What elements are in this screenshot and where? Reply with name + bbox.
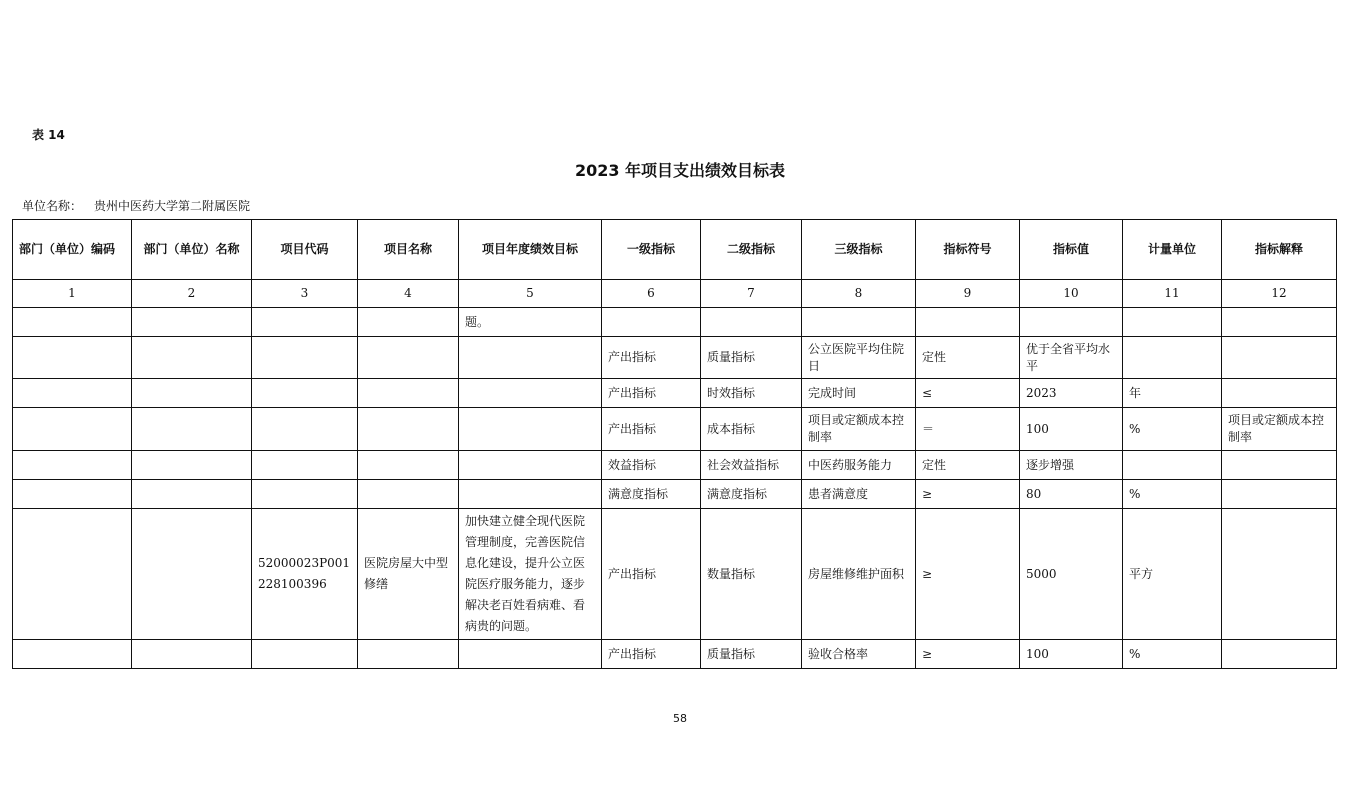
table-cell: 满意度指标 — [701, 480, 802, 509]
table-cell: 52000023P001228100396 — [252, 509, 358, 640]
table-cell: 定性 — [916, 337, 1020, 379]
table-cell — [132, 308, 252, 337]
table-cell: 医院房屋大中型修缮 — [358, 509, 459, 640]
table-cell — [252, 480, 358, 509]
table-cell: 80 — [1020, 480, 1123, 509]
table-row — [13, 509, 1337, 640]
header-row — [13, 220, 1337, 280]
column-number: 2 — [132, 280, 252, 308]
table-cell — [132, 337, 252, 379]
table-cell — [252, 308, 358, 337]
table-cell — [602, 308, 701, 337]
table-cell — [701, 308, 802, 337]
table-cell: 优于全省平均水平 — [1020, 337, 1123, 379]
header-level1-indicator: 一级指标 — [602, 220, 701, 280]
table-cell — [132, 451, 252, 480]
table-cell — [358, 640, 459, 669]
table-cell: % — [1123, 640, 1222, 669]
table-cell — [1222, 379, 1337, 408]
table-cell: ≥ — [916, 509, 1020, 640]
table-cell: 产出指标 — [602, 640, 701, 669]
column-number: 12 — [1222, 280, 1337, 308]
unit-name: 贵州中医药大学第二附属医院 — [94, 199, 251, 213]
header-project-code: 项目代码 — [252, 220, 358, 280]
table-cell — [1020, 308, 1123, 337]
header-annual-goal: 项目年度绩效目标 — [459, 220, 602, 280]
table-cell — [252, 451, 358, 480]
table-cell: 100 — [1020, 408, 1123, 451]
table-cell — [13, 337, 132, 379]
table-cell — [252, 337, 358, 379]
table-cell — [132, 480, 252, 509]
table-cell — [459, 480, 602, 509]
column-number: 5 — [459, 280, 602, 308]
table-cell: 数量指标 — [701, 509, 802, 640]
table-cell — [802, 308, 916, 337]
table-cell — [13, 640, 132, 669]
table-cell: 项目或定额成本控制率 — [802, 408, 916, 451]
table-cell: ≥ — [916, 640, 1020, 669]
table-cell — [132, 640, 252, 669]
table-cell — [13, 308, 132, 337]
table-cell: 加快建立健全现代医院管理制度，完善医院信息化建设，提升公立医院医疗服务能力，逐步解决老百姓看病难、看病贵的问题。 — [459, 509, 602, 640]
header-dept-code: 部门（单位）编码 — [13, 220, 132, 280]
table-cell: 质量指标 — [701, 337, 802, 379]
table-cell: 时效指标 — [701, 379, 802, 408]
table-cell — [459, 379, 602, 408]
table-cell — [358, 451, 459, 480]
table-cell — [1222, 509, 1337, 640]
table-cell — [1123, 337, 1222, 379]
table-cell — [1123, 308, 1222, 337]
table-row — [13, 308, 1337, 337]
table-row — [13, 451, 1337, 480]
table-cell: 年 — [1123, 379, 1222, 408]
table-cell — [358, 408, 459, 451]
table-cell: ＝ — [916, 408, 1020, 451]
table-cell — [358, 480, 459, 509]
table-cell: 效益指标 — [602, 451, 701, 480]
unit-line — [22, 197, 250, 214]
table-cell — [916, 308, 1020, 337]
table-cell: 5000 — [1020, 509, 1123, 640]
column-number: 9 — [916, 280, 1020, 308]
table-cell: 产出指标 — [602, 408, 701, 451]
page-number: 58 — [673, 712, 687, 725]
table-cell: 成本指标 — [701, 408, 802, 451]
column-number: 1 — [13, 280, 132, 308]
table-cell: 产出指标 — [602, 509, 701, 640]
table-cell — [132, 509, 252, 640]
table-cell — [459, 640, 602, 669]
column-number: 10 — [1020, 280, 1123, 308]
table-cell: 产出指标 — [602, 337, 701, 379]
table-cell: 平方 — [1123, 509, 1222, 640]
header-level3-indicator: 三级指标 — [802, 220, 916, 280]
header-indicator-value: 指标值 — [1020, 220, 1123, 280]
table-cell — [13, 509, 132, 640]
header-project-name: 项目名称 — [358, 220, 459, 280]
table-row — [13, 640, 1337, 669]
table-cell: 2023 — [1020, 379, 1123, 408]
table-cell: 公立医院平均住院日 — [802, 337, 916, 379]
table-cell — [132, 379, 252, 408]
table-cell — [459, 408, 602, 451]
page-title: 2023 年项目支出绩效目标表 — [574, 161, 786, 180]
table-cell — [1222, 480, 1337, 509]
column-number-row — [13, 280, 1337, 308]
table-cell — [132, 408, 252, 451]
unit-label: 单位名称： — [22, 199, 83, 213]
table-cell: 100 — [1020, 640, 1123, 669]
table-cell — [1222, 308, 1337, 337]
table-row — [13, 408, 1337, 451]
table-cell: 产出指标 — [602, 379, 701, 408]
table-cell — [1123, 451, 1222, 480]
table-cell — [13, 451, 132, 480]
column-number: 7 — [701, 280, 802, 308]
table-label: 表 14 — [32, 128, 65, 142]
column-number: 6 — [602, 280, 701, 308]
table-cell: ≤ — [916, 379, 1020, 408]
table-cell: 完成时间 — [802, 379, 916, 408]
table-cell — [252, 640, 358, 669]
performance-target-table — [12, 219, 1337, 669]
header-dept-name: 部门（单位）名称 — [132, 220, 252, 280]
table-row — [13, 379, 1337, 408]
table-cell — [252, 408, 358, 451]
table-cell: 验收合格率 — [802, 640, 916, 669]
table-cell — [13, 379, 132, 408]
table-cell: % — [1123, 480, 1222, 509]
header-unit: 计量单位 — [1123, 220, 1222, 280]
table-row — [13, 480, 1337, 509]
table-cell — [13, 408, 132, 451]
header-explanation: 指标解释 — [1222, 220, 1337, 280]
table-cell: % — [1123, 408, 1222, 451]
table-cell: 社会效益指标 — [701, 451, 802, 480]
table-cell — [13, 480, 132, 509]
table-cell: 中医药服务能力 — [802, 451, 916, 480]
table-cell: 患者满意度 — [802, 480, 916, 509]
header-level2-indicator: 二级指标 — [701, 220, 802, 280]
table-cell: 质量指标 — [701, 640, 802, 669]
header-indicator-symbol: 指标符号 — [916, 220, 1020, 280]
table-cell — [358, 379, 459, 408]
table-cell: 逐步增强 — [1020, 451, 1123, 480]
table-cell: 房屋维修维护面积 — [802, 509, 916, 640]
table-cell — [358, 308, 459, 337]
table-cell: 满意度指标 — [602, 480, 701, 509]
table-cell: 项目或定额成本控制率 — [1222, 408, 1337, 451]
table-cell — [1222, 451, 1337, 480]
table-cell: 定性 — [916, 451, 1020, 480]
column-number: 3 — [252, 280, 358, 308]
column-number: 4 — [358, 280, 459, 308]
table-cell — [252, 379, 358, 408]
table-row — [13, 337, 1337, 379]
table-cell: ≥ — [916, 480, 1020, 509]
table-cell — [459, 337, 602, 379]
column-number: 8 — [802, 280, 916, 308]
table-cell — [358, 337, 459, 379]
table-cell: 题。 — [459, 308, 602, 337]
table-cell — [1222, 337, 1337, 379]
column-number: 11 — [1123, 280, 1222, 308]
table-cell — [1222, 640, 1337, 669]
table-cell — [459, 451, 602, 480]
